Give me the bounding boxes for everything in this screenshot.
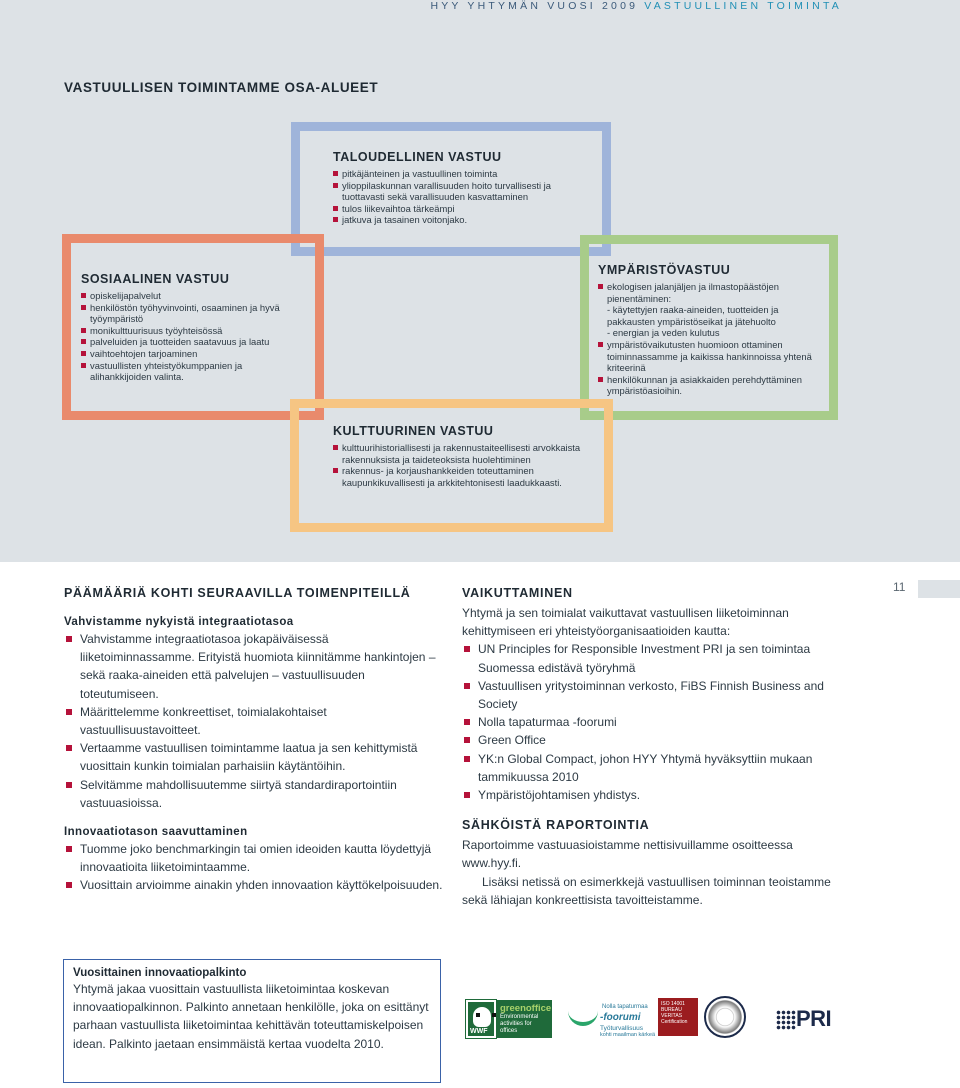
pri-logo [776, 1008, 836, 1032]
integration-list [64, 630, 444, 812]
list-item: opiskelijapalvelut [81, 290, 306, 302]
page-number: 11 [893, 580, 906, 594]
environmental-title: YMPÄRISTÖVASTUU [598, 263, 731, 277]
list-item: ekologisen jalanjäljen ja ilmastopäästöjen pienentäminen: [598, 281, 824, 304]
green-office-name: greenoffice [500, 1003, 552, 1014]
wwf-text: WWF [470, 1028, 488, 1035]
goals-subtitle-innovation: Innovaatiotason saavuttaminen [64, 826, 248, 839]
list-item: Tuomme joko benchmarkingin tai omien ideoiden kautta löydettyjä innovaatioita liiketoimintaamme. [64, 840, 444, 876]
list-subitem: - energian ja veden kulutus [607, 327, 720, 339]
nolla-sub2: kohti maailman kärkeä [600, 1032, 656, 1038]
pri-text: PRI [796, 1006, 832, 1031]
list-item: pitkäjänteinen ja vastuullinen toiminta [333, 168, 595, 180]
list-item: rakennus- ja korjaushankkeiden toteuttaminen kaupunkikuvallisesti ja arkkitehtonisesti laadukkaasti. [333, 465, 595, 488]
list-item: tulos liikevaihtoa tärkeämpi [333, 203, 595, 215]
influence-section [462, 586, 852, 909]
social-list [81, 290, 306, 383]
nolla-sub: Työturvallisuus [600, 1025, 643, 1032]
page-tab [918, 580, 960, 598]
list-item: henkilökunnan ja asiakkaiden perehdyttäminen ympäristöasioihin. [598, 374, 824, 397]
bureau-veritas-badge: ISO 14001 BUREAU VERITAS Certification [658, 998, 698, 1036]
goals-section [64, 586, 444, 895]
reporting-paragraph-2: Lisäksi netissä on esimerkkejä vastuullisen toiminnan teoistamme sekä lähiajan konkreettisista tavoitteistamme. [462, 874, 831, 907]
goals-title: PÄÄMÄÄRIÄ KOHTI SEURAAVILLA TOIMENPITEILLÄ [64, 586, 411, 600]
list-item: vastuullisten yhteistyökumppanien ja alihankkijoiden valinta. [81, 360, 306, 383]
list-subitem: - käytettyjen raaka-aineiden, tuotteiden ja pakkausten ympäristöseikat ja jätehuolto [607, 304, 779, 327]
reporting-paragraph-1: Raportoimme vastuuasioistamme nettisivuillamme osoitteessa www.hyy.fi. [462, 838, 793, 871]
diagram-title: VASTUULLISEN TOIMINTAMME OSA-ALUEET [64, 80, 379, 95]
list-item: ympäristövaikutusten huomioon ottaminen toiminnassamme ja kaikissa hankinnoissa yhtenä kriteerinä [598, 339, 824, 374]
running-header-part-a: HYY YHTYMÄN VUOSI 2009 [430, 0, 639, 12]
economic-title: TALOUDELLINEN VASTUU [333, 150, 502, 164]
list-item: Vuosittain arvioimme ainakin yhden innovaation käyttökelpoisuuden. [64, 876, 444, 894]
social-title: SOSIAALINEN VASTUU [81, 272, 230, 286]
list-item: Määrittelemme konkreettiset, toimialakohtaiset vastuullisuustavoitteet. [64, 703, 444, 739]
list-item: Vertaamme vastuullisen toimintamme laatua ja sen kehittymistä vuosittain kunkin toimialan parhaisiin käytäntöihin. [64, 739, 444, 775]
influence-title: VAIKUTTAMINEN [462, 586, 573, 600]
influence-list [462, 640, 852, 804]
panda-icon [473, 1007, 491, 1027]
nolla-main: -foorumi [600, 1012, 641, 1023]
award-box [63, 959, 441, 1083]
list-item: YK:n Global Compact, johon HYY Yhtymä hyväksyttiin mukaan tammikuussa 2010 [462, 750, 852, 786]
seal-icon [704, 996, 746, 1038]
cultural-box [333, 424, 595, 488]
list-item: monikulttuurisuus työyhteisössä [81, 325, 306, 337]
innovation-list [64, 840, 444, 895]
running-header [430, 0, 842, 12]
green-office-tagline: for a living planet [500, 1038, 530, 1052]
nolla-top: Nolla tapaturmaa [602, 1004, 648, 1010]
award-title: Vuosittainen innovaatiopalkinto [73, 967, 247, 979]
list-item: jatkuva ja tasainen voitonjako. [333, 214, 595, 226]
reporting-title: SÄHKÖISTÄ RAPORTOINTIA [462, 818, 650, 833]
economic-list [333, 168, 595, 226]
list-item: Green Office [462, 731, 852, 749]
swoosh-icon [568, 1010, 598, 1026]
list-item: Selvitämme mahdollisuutemme siirtyä standardiraportointiin vastuuasioissa. [64, 776, 444, 812]
environmental-box [598, 263, 824, 397]
list-item: kulttuurihistoriallisesti ja rakennustaiteellisesti arvokkaista rakennuksista ja taideteoksista huolehtiminen [333, 442, 595, 465]
cultural-list [333, 442, 595, 488]
list-item: UN Principles for Responsible Investment PRI ja sen toimintaa Suomessa edistävä työryhmä [462, 640, 852, 676]
list-item: Vastuullisen yritystoiminnan verkosto, FiBS Finnish Business and Society [462, 677, 852, 713]
cultural-title: KULTTUURINEN VASTUU [333, 424, 494, 438]
list-item: vaihtoehtojen tarjoaminen [81, 348, 306, 360]
social-box [81, 272, 306, 383]
bureau-veritas-logo [658, 996, 752, 1042]
green-office-subtitle: Environmental activities for offices [500, 1014, 539, 1034]
list-item: palveluiden ja tuotteiden saatavuus ja laatu [81, 336, 306, 348]
goals-subtitle-integration: Vahvistamme nykyistä integraatiotasoa [64, 616, 294, 628]
list-item: henkilöstön työhyvinvointi, osaaminen ja hyvä työympäristö [81, 302, 306, 325]
list-item: Nolla tapaturmaa -foorumi [462, 713, 852, 731]
list-item: ylioppilaskunnan varallisuuden hoito turvallisesti ja tuottavasti sekä varallisuuden kasvattaminen [333, 180, 595, 203]
nolla-tapaturmaa-logo [568, 1002, 656, 1038]
dots-icon [776, 1010, 796, 1030]
wwf-logo [466, 1000, 496, 1038]
economic-box [333, 150, 595, 226]
environmental-list [598, 281, 824, 397]
running-header-part-b: VASTUULLINEN TOIMINTA [644, 0, 842, 12]
influence-intro: Yhtymä ja sen toimialat vaikuttavat vastuullisen liiketoiminnan kehittymiseen eri yhteistyöorganisaatioiden kautta: [462, 606, 789, 639]
green-office-logo [496, 1000, 552, 1052]
list-item: Vahvistamme integraatiotasoa jokapäiväisessä liiketoiminnassamme. Erityistä huomiota kiinnitämme hankintojen – sekä raaka-aineiden että palvelujen – vastuullisuuden toteutumiseen. [64, 630, 444, 703]
list-item: Ympäristöjohtamisen yhdistys. [462, 786, 852, 804]
award-text: Yhtymä jakaa vuosittain vastuullista liiketoimintaa koskevan innovaatiopalkinnon. Palkinto annetaan henkilölle, joka on esittänyt parhaan vastuullista liiketoimintaa kehittävän toteuttamiskelpoisen idean. Palkinto jaetaan ensimmäistä kertaa vuodelta 2010. [73, 982, 429, 1051]
